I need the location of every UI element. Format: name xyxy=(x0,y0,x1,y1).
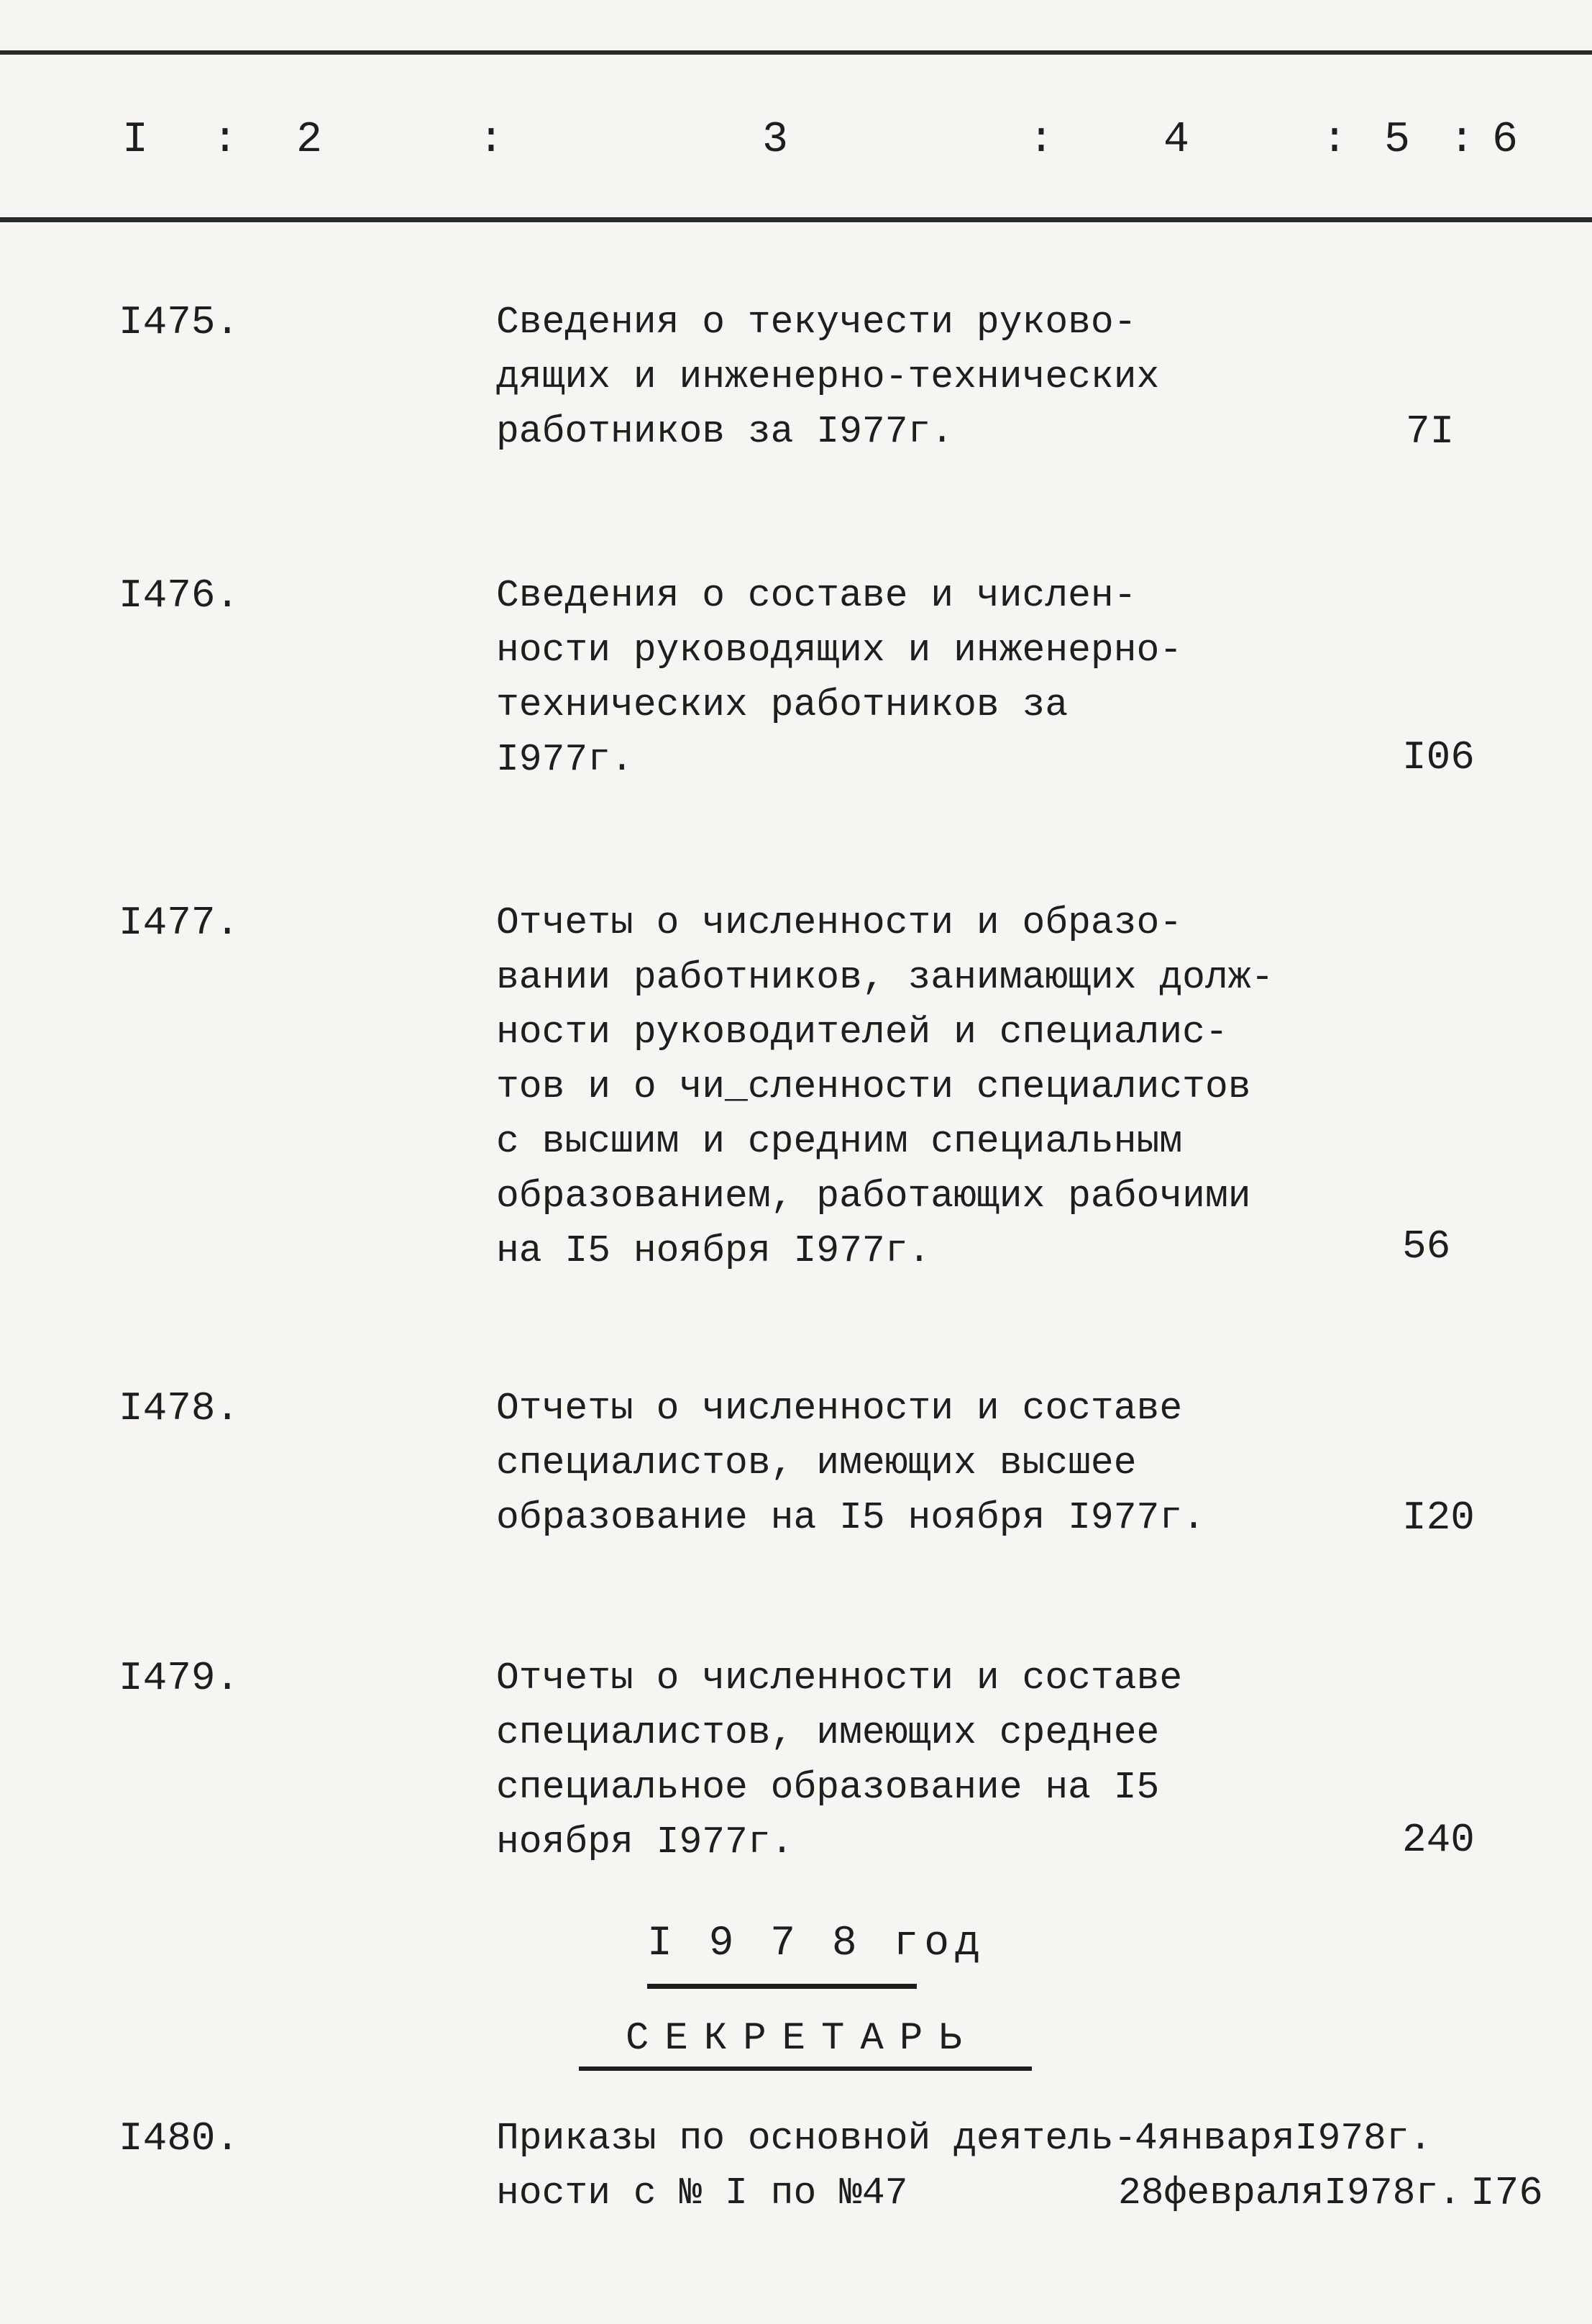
entry-number: I480. xyxy=(119,2115,240,2161)
header-col-4: 4 xyxy=(1163,116,1190,165)
description-line: специалистов, имеющих среднее xyxy=(496,1711,1160,1754)
description-line: Отчеты о численности и составе xyxy=(496,1657,1183,1700)
year-underline xyxy=(647,1984,917,1989)
department-underline xyxy=(579,2066,1032,2071)
description-line: специалистов, имеющих высшее xyxy=(496,1441,1137,1485)
description-line: работников за I977г. xyxy=(496,410,954,453)
entry-number: I476. xyxy=(119,573,240,619)
header-col-5: 5 xyxy=(1384,116,1411,165)
header-col-2: 2 xyxy=(296,116,323,165)
header-separator: : xyxy=(1028,116,1055,165)
header-separator: : xyxy=(478,116,505,165)
description-line: Отчеты о численности и образо- xyxy=(496,901,1183,944)
description-line: образованием, работающих рабочими xyxy=(496,1175,1251,1218)
description-line: вании работников, занимающих долж- xyxy=(496,956,1274,999)
entry-description xyxy=(496,568,1182,787)
description-line: специальное образование на I5 xyxy=(496,1766,1160,1809)
description-line: технических работников за xyxy=(496,683,1069,726)
header-col-1: I xyxy=(122,116,149,165)
description-line: с высшим и средним специальным xyxy=(496,1120,1183,1163)
entry-sheet-count: I06 xyxy=(1402,734,1475,780)
header-bottom-rule xyxy=(0,217,1592,222)
header-col-3: 3 xyxy=(762,116,789,165)
description-line: на I5 ноября I977г. xyxy=(496,1229,931,1272)
entry-sheet-count: 7I xyxy=(1406,409,1455,455)
header-separator: : xyxy=(212,116,239,165)
description-line: ности руководителей и специалис- xyxy=(496,1011,1228,1054)
description-line: Сведения о составе и числен- xyxy=(496,574,1137,617)
entry-sheet-count: I20 xyxy=(1402,1495,1475,1541)
header-col-6: 6 xyxy=(1492,116,1519,165)
entry-description xyxy=(496,896,1273,1278)
description-line: ности с № I по №47 xyxy=(496,2172,908,2215)
description-line: ности руководящих и инженерно- xyxy=(496,629,1183,672)
entry-description xyxy=(496,295,1159,459)
description-line: дящих и инженерно-технических xyxy=(496,355,1160,398)
description-line: Приказы по основной деятель- xyxy=(496,2117,1137,2160)
header-separator: : xyxy=(1322,116,1348,165)
description-line: образование на I5 ноября I977г. xyxy=(496,1496,1205,1539)
entry-sheet-count: 240 xyxy=(1402,1817,1475,1863)
entry-description xyxy=(496,1651,1182,1869)
header-separator: : xyxy=(1449,116,1476,165)
entry-sheet-count: 56 xyxy=(1402,1223,1451,1270)
description-line: Отчеты о численности и составе xyxy=(496,1387,1183,1430)
entry-number: I477. xyxy=(119,900,240,946)
section-year-heading: I 9 7 8 год xyxy=(647,1920,986,1967)
entry-description xyxy=(496,2111,1137,2220)
description-line: Сведения о текучести руково- xyxy=(496,301,1137,344)
entry-number: I475. xyxy=(119,299,240,345)
description-line: I977г. xyxy=(496,738,633,781)
entry-end-date: 28февраляI978г. xyxy=(1118,2172,1462,2215)
entry-number: I479. xyxy=(119,1655,240,1701)
header-top-rule xyxy=(0,50,1592,55)
entry-number: I478. xyxy=(119,1385,240,1431)
section-department-heading: СЕКРЕТАРЬ xyxy=(626,2017,978,2061)
description-line: ноября I977г. xyxy=(496,1821,794,1864)
entry-description xyxy=(496,1381,1205,1545)
entry-start-date: 4январяI978г. xyxy=(1135,2117,1432,2160)
description-line: тов и о чи_сленности специалистов xyxy=(496,1065,1251,1108)
entry-sheet-count: I76 xyxy=(1470,2170,1543,2216)
